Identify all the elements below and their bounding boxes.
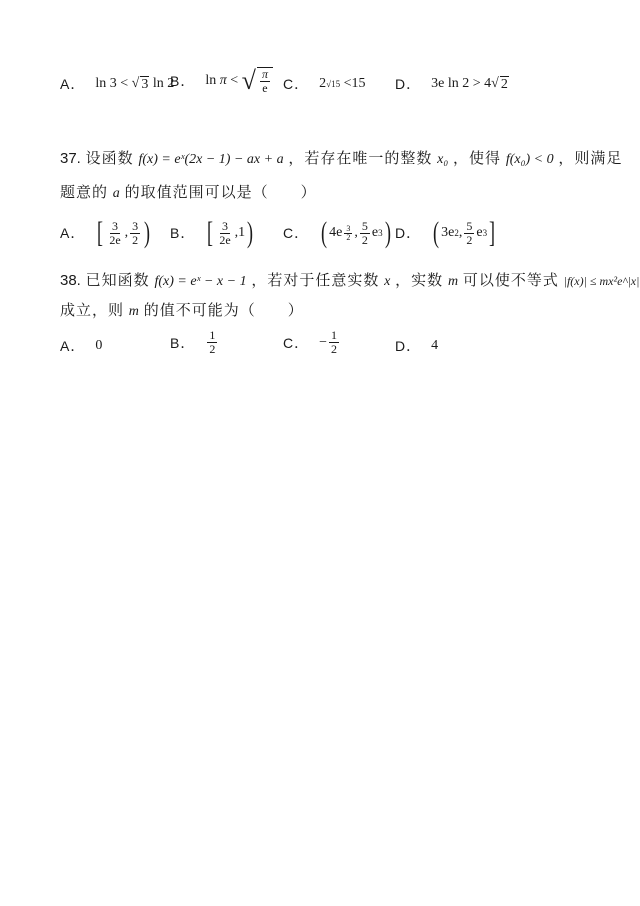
q37-option-c-expr: ( 4e $\frac{3}{2}$ , $\frac{5}{2}$ e 3 ) (321, 216, 391, 249)
q37-var-a: a (112, 186, 120, 201)
q37-var-x0: x₀ (437, 152, 449, 167)
q37-line-1 (60, 148, 623, 170)
q38-function: f(x) = eˣ − x − 1 (154, 274, 247, 289)
q38-option-a-expr: 0 (95, 338, 103, 353)
q37-text-2: ，若存在唯一的整数 (288, 149, 433, 167)
option-label: C． (283, 225, 310, 241)
q38-number: 38. (60, 272, 81, 289)
option-label: A． (60, 338, 86, 354)
q37-text-5: 题意的 (60, 183, 109, 201)
q38-option-d (395, 336, 438, 356)
option-label: B． (170, 225, 196, 241)
q36-option-b (170, 66, 273, 96)
option-label: C． (283, 334, 310, 351)
q37-text-1: 设函数 (85, 149, 134, 167)
q37-text-6: 的取值范围可以是（ ） (124, 183, 317, 201)
q37-option-a-expr: [ $\frac{3}{2e}$ , $\frac{3}{2}$ ) (97, 216, 151, 249)
q37-option-b (170, 218, 255, 248)
q37-option-d (395, 218, 497, 248)
q38-option-d-expr: 4 (431, 338, 439, 353)
q38-option-c-expr: − $\frac{1}{2}$ (319, 328, 338, 356)
q38-option-a (60, 336, 102, 356)
q38-var-m: m (447, 274, 459, 289)
q37-function: f(x) = eˣ(2x − 1) − ax + a (138, 152, 284, 167)
q38-line-1 (60, 270, 640, 292)
option-label: D． (395, 76, 422, 92)
option-label: B． (170, 334, 196, 351)
q38-var-x: x (384, 274, 391, 289)
q38-var-m-2: m (128, 304, 139, 319)
option-label: A． (60, 225, 86, 241)
q36-option-b-expr: ln π < √ $\frac{\pi}{e}$ (205, 66, 273, 96)
q37-text-4: ，则满足 (558, 149, 623, 167)
option-label: A． (60, 76, 86, 92)
q38-option-c (283, 329, 341, 356)
q38-inequality: |f(x)| ≤ mx²e^|x| (563, 274, 640, 288)
q38-text-4: 可以使不等式 (462, 271, 559, 289)
q38-line-2 (60, 300, 600, 322)
q37-option-c (283, 218, 393, 248)
q38-text-1: 已知函数 (85, 271, 150, 289)
q38-text-5: 成立，则 (60, 301, 125, 319)
q37-text-3: ，使得 (453, 149, 502, 167)
q38-text-6: 的值不可能为（ ） (143, 301, 304, 319)
q36-option-a (60, 74, 174, 94)
q38-option-b (170, 329, 219, 356)
q38-option-b-expr: $\frac{1}{2}$ (209, 328, 216, 356)
q37-line-2 (60, 182, 600, 204)
option-label: C． (283, 76, 310, 92)
q37-option-d-expr: ( 3e 2 , $\frac{5}{2}$ e 3 ] (433, 216, 496, 249)
option-label: D． (395, 225, 422, 241)
q37-option-b-expr: [ $\frac{3}{2e}$ ,1 ) (207, 216, 254, 249)
option-label: D． (395, 338, 422, 354)
q36-option-c (283, 74, 365, 94)
q36-option-d (395, 74, 509, 94)
q36-option-c-expr: 2 √15 <15 (319, 76, 366, 91)
q36-option-a-expr: ln 3 < √ 3 ln 2 (95, 76, 175, 92)
q36-option-d-expr: 3e ln 2 > 4 √ 2 (431, 76, 508, 92)
q38-text-3: ，实数 (395, 271, 444, 289)
q38-text-2: ，若对于任意实数 (251, 271, 380, 289)
option-label: B． (170, 73, 196, 89)
q37-number: 37. (60, 150, 81, 167)
q37-condition: f(x₀) < 0 (505, 152, 554, 167)
q37-option-a (60, 218, 152, 248)
